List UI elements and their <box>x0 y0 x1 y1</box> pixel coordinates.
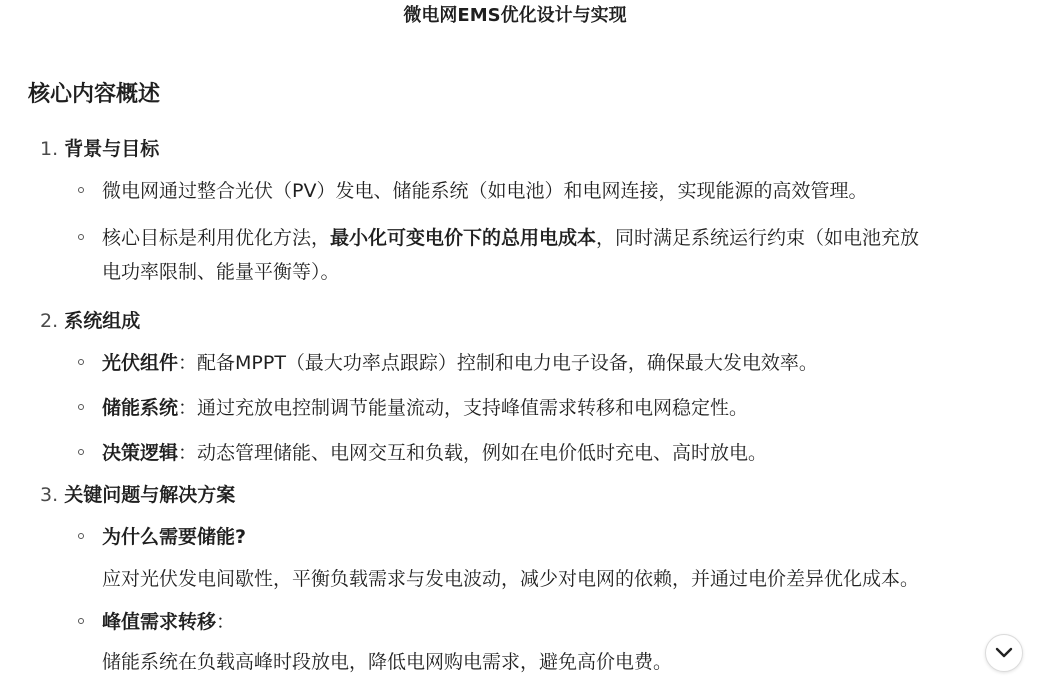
list-item-2 <box>40 308 140 334</box>
bullet-text-wrap <box>102 436 1038 470</box>
bullet-text: ：通过充放电控制调节能量流动，支持峰值需求转移和电网稳定性。 <box>178 397 749 419</box>
list-number: 2. <box>40 310 59 332</box>
bullet-item <box>78 391 1038 425</box>
list-heading: 背景与目标 <box>64 138 160 160</box>
bullet-bold-text: 光伏组件 <box>102 352 179 374</box>
bullet-item <box>78 346 1038 380</box>
bullet-text-wrap <box>102 221 1038 289</box>
section-heading: 核心内容概述 <box>28 82 161 107</box>
bullet-icon <box>78 404 84 410</box>
bullet-text: 核心目标是利用优化方法， <box>102 227 331 249</box>
bullet-text-wrap <box>102 605 1038 639</box>
bullet-text: 电功率限制、能量平衡等）。 <box>102 261 340 283</box>
bullet-icon <box>78 533 84 539</box>
bullet-bold-text: 峰值需求转移 <box>102 611 217 633</box>
bullet-item <box>78 605 1038 639</box>
bullet-text: ： <box>216 611 236 633</box>
bullet-bold-text: 为什么需要储能? <box>102 526 247 548</box>
list-heading: 关键问题与解决方案 <box>64 484 236 506</box>
bullet-icon <box>78 449 84 455</box>
bullet-icon <box>78 234 84 240</box>
bullet-text-wrap <box>102 391 1038 425</box>
bullet-icon <box>78 187 84 193</box>
list-heading: 系统组成 <box>64 310 141 332</box>
list-number: 3. <box>40 484 59 506</box>
bullet-text: 微电网通过整合光伏（PV）发电、储能系统（如电池）和电网连接，实现能源的高效管理。 <box>102 180 868 202</box>
list-item-3 <box>40 482 235 508</box>
bullet-text: ：动态管理储能、电网交互和负载，例如在电价低时充电、高时放电。 <box>178 442 768 464</box>
bullet-bold-text: 储能系统 <box>102 397 179 419</box>
bullet-bold-text: 决策逻辑 <box>102 442 179 464</box>
bullet-detail: 储能系统在负载高峰时段放电，降低电网购电需求，避免高价电费。 <box>102 651 673 673</box>
bullet-item <box>78 520 1038 554</box>
document-title: 微电网EMS优化设计与实现 <box>403 5 627 26</box>
bullet-item <box>78 221 1038 289</box>
list-item-1 <box>40 136 159 162</box>
bullet-icon <box>78 359 84 365</box>
list-number: 1. <box>40 138 59 160</box>
bullet-icon <box>78 618 84 624</box>
bullet-bold-text: 最小化可变电价下的总用电成本 <box>330 227 597 249</box>
scroll-down-button[interactable] <box>985 634 1023 672</box>
bullet-text: ：配备MPPT（最大功率点跟踪）控制和电力电子设备，确保最大发电效率。 <box>178 352 818 374</box>
chevron-down-icon <box>995 647 1013 659</box>
bullet-text-wrap <box>102 346 1038 380</box>
bullet-detail: 应对光伏发电间歇性，平衡负载需求与发电波动，减少对电网的依赖，并通过电价差异优化成本。 <box>102 568 920 590</box>
bullet-text-wrap <box>102 520 1038 554</box>
bullet-item <box>78 174 1038 208</box>
bullet-item <box>78 436 1038 470</box>
bullet-text: ，同时满足系统运行约束（如电池充放 <box>596 227 920 249</box>
